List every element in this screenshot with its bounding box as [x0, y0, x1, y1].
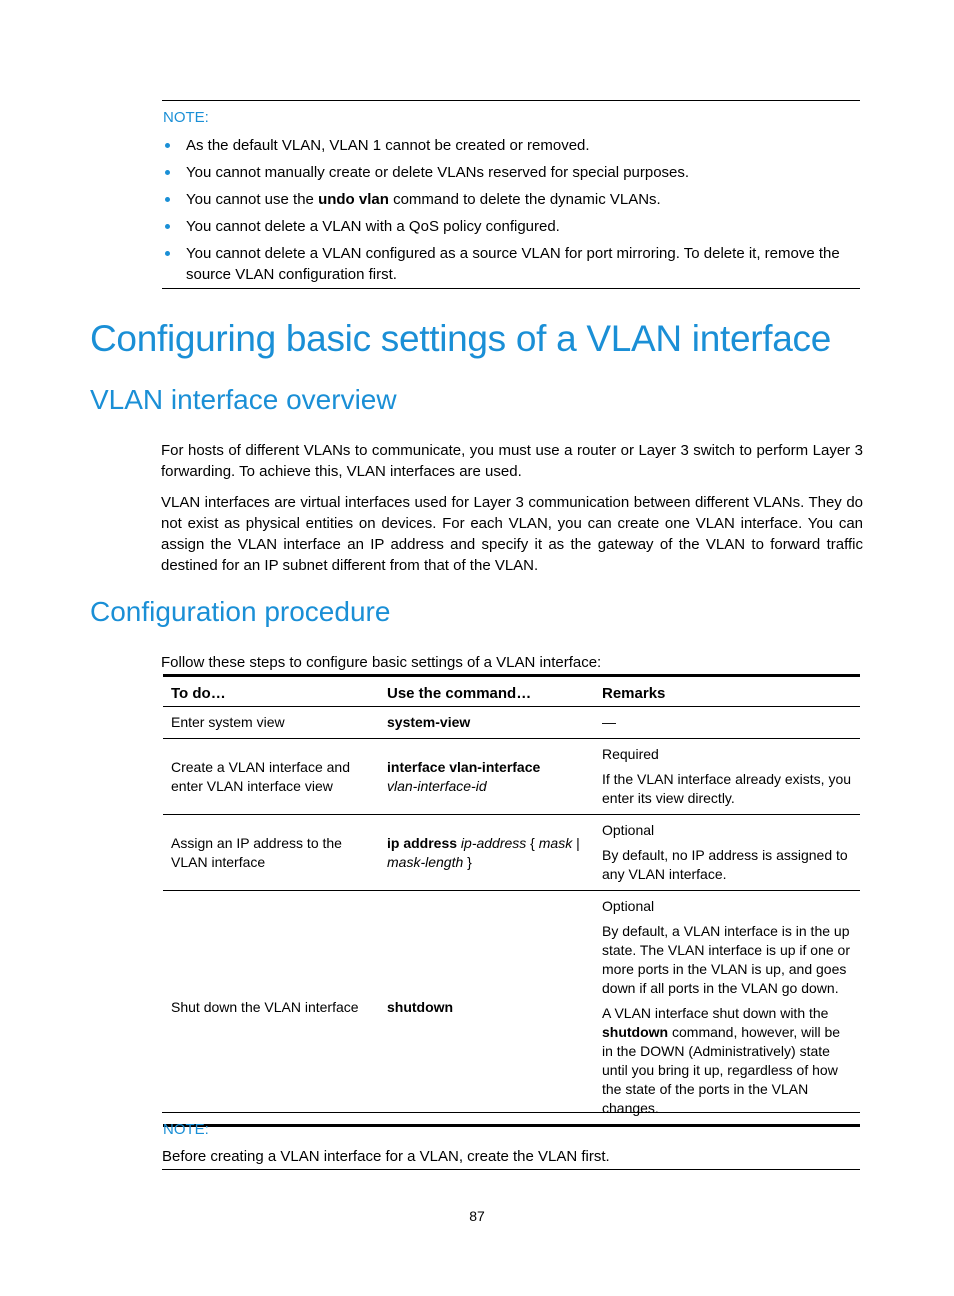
note-bullet-item: You cannot use the undo vlan command to delete the dynamic VLANs.: [162, 189, 860, 210]
cell-remarks: —: [594, 707, 860, 739]
bullet-dot-icon: [165, 251, 170, 256]
table-row: [163, 891, 860, 1126]
table-row: [163, 815, 860, 891]
note-box-bottom: [162, 1112, 860, 1170]
cell-todo: Enter system view: [163, 707, 379, 739]
overview-paragraph-1: For hosts of different VLANs to communicate, you must use a router or Layer 3 switch to perform Layer 3 forwarding. To achieve this, VLAN interfaces are used.: [161, 442, 863, 480]
note-text: Before creating a VLAN interface for a VLAN, create the VLAN first.: [162, 1148, 610, 1165]
configuration-steps-table: [163, 674, 860, 1127]
overview-paragraph-2: VLAN interfaces are virtual interfaces used for Layer 3 communication between different VLANs. They do not exist as physical entities on devices. For each VLAN, you can create one VLAN interface. You can assign the VLAN interface an IP address and specify it as the gateway of the VLAN to forward traffic destined for an IP subnet different from that of the VLAN.: [161, 494, 863, 574]
cell-remarks: Optional By default, no IP address is assigned to any VLAN interface.: [594, 815, 860, 891]
note-box-top: [162, 100, 860, 289]
cell-todo: Assign an IP address to the VLAN interface: [163, 815, 379, 891]
procedure-intro: Follow these steps to configure basic settings of a VLAN interface:: [161, 654, 602, 671]
cell-remarks: Optional By default, a VLAN interface is in the up state. The VLAN interface is up if one or more ports in the VLAN is up, and goes down if all ports in the VLAN go down. A VLAN interface shut down with the shutdown command, however, will be in the DOWN (Administratively) state until you bring it up, regardless of how the state of the ports in the VLAN changes.: [594, 891, 860, 1126]
cell-todo: Create a VLAN interface and enter VLAN interface view: [163, 739, 379, 815]
bullet-dot-icon: [165, 143, 170, 148]
cell-todo: Shut down the VLAN interface: [163, 891, 379, 1126]
note-bullet-item: You cannot manually create or delete VLANs reserved for special purposes.: [162, 162, 860, 183]
column-header-command: Use the command…: [379, 676, 594, 707]
note-bullet-item: You cannot delete a VLAN configured as a source VLAN for port mirroring. To delete it, remove the source VLAN configuration first.: [162, 243, 860, 285]
note-bullet-item: You cannot delete a VLAN with a QoS policy configured.: [162, 216, 860, 237]
note-bullet-item: As the default VLAN, VLAN 1 cannot be created or removed.: [162, 135, 860, 156]
bullet-dot-icon: [165, 224, 170, 229]
cell-command: interface vlan-interface vlan-interface-id: [379, 739, 594, 815]
note-bullet-list: [162, 135, 860, 291]
page-number: 87: [469, 1208, 485, 1224]
cell-command: shutdown: [379, 891, 594, 1126]
table-header-row: [163, 676, 860, 707]
table-row: [163, 707, 860, 739]
cell-command: system-view: [379, 707, 594, 739]
bullet-dot-icon: [165, 170, 170, 175]
table-row: [163, 739, 860, 815]
section-heading-procedure: Configuration procedure: [90, 596, 391, 627]
section-heading-overview: VLAN interface overview: [90, 384, 397, 415]
bullet-dot-icon: [165, 197, 170, 202]
cell-remarks: Required If the VLAN interface already exists, you enter its view directly.: [594, 739, 860, 815]
chapter-title: Configuring basic settings of a VLAN interface: [90, 318, 831, 359]
column-header-remarks: Remarks: [594, 676, 860, 707]
cell-command: ip address ip-address { mask | mask-length }: [379, 815, 594, 891]
note-label: NOTE:: [163, 109, 209, 126]
column-header-todo: To do…: [163, 676, 379, 707]
note-label: NOTE:: [163, 1121, 209, 1138]
command-keyword: undo vlan: [318, 191, 389, 208]
